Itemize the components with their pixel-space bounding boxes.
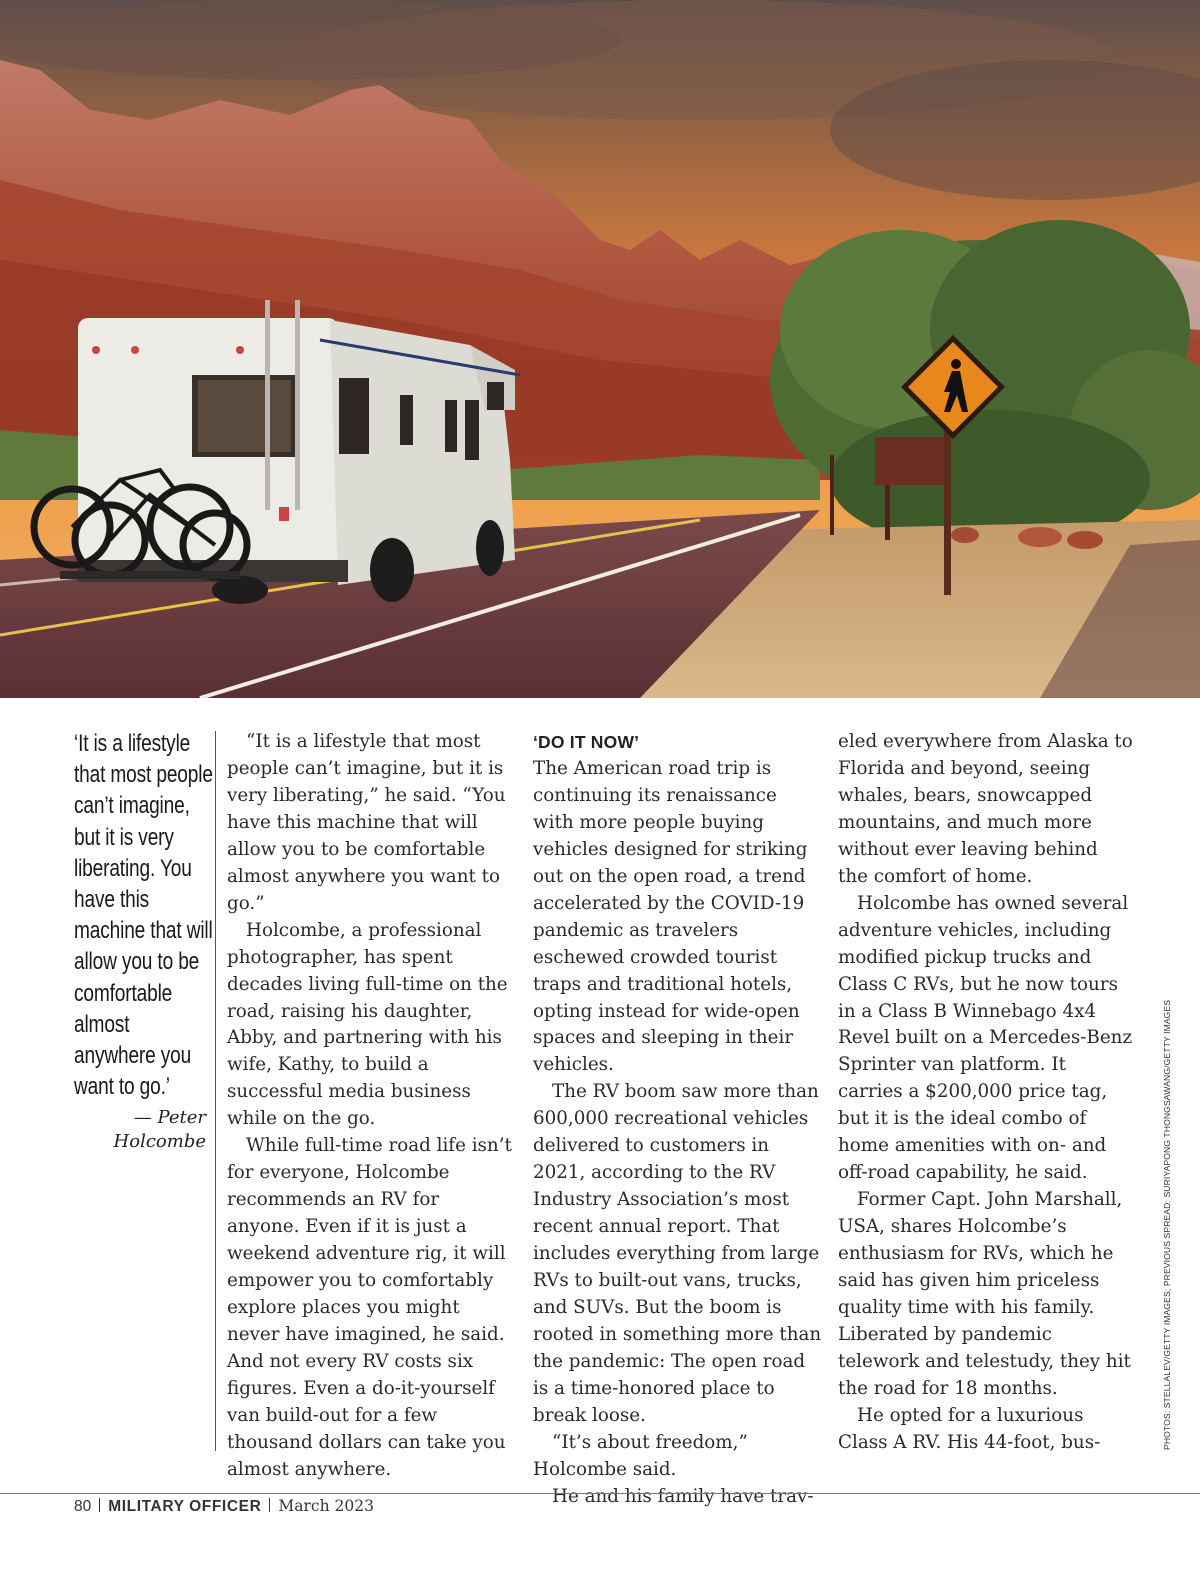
magazine-name: MILITARY OFFICER bbox=[108, 1498, 262, 1515]
rv-camper bbox=[78, 300, 520, 604]
paragraph: “It is a lifestyle that most people can’t imagine, but it is very liberating,” he said. “You have this machine that will allow you to be comfortable almost anywhere you want to go.” bbox=[227, 731, 506, 914]
photo-credit: PHOTOS: STELLALEV/GETTY IMAGES; PREVIOUS SPREAD: SURIYAPONG THONGSAWANG/GETTY IMAGES bbox=[1162, 999, 1172, 1450]
pull-quote-text: ‘It is a lifestyle that most people can’t imagine, but it is very liberating. You have this machine that will allow you to be comfortable almost anywhere you want to go.’ bbox=[74, 730, 213, 1101]
paragraph: While full-time road life isn’t for everyone, Holcombe recommends an RV for anyone. Even if it is just a weekend adventure rig, it will empower you to comfortably explore places you might never have imagined, he said. And not every RV costs six figures. Even a do-it-yourself van build-out for a few thousand dollars can take you almost anywhere. bbox=[227, 1135, 512, 1480]
paragraph: eled everywhere from Alaska to Florida and beyond, seeing whales, bears, snowcapped mountains, and much more without ever leaving behind the comfort of home. bbox=[838, 731, 1133, 887]
paragraph: Holcombe, a professional photographer, has spent decades living full-time on the road, raising his daughter, Abby, and partnering with his wife, Kathy, to build a successful media business while on the go. bbox=[227, 919, 508, 1130]
hero-photo bbox=[0, 0, 1200, 698]
footer-separator bbox=[99, 1498, 100, 1512]
wooden-sign bbox=[875, 437, 950, 485]
paragraph: Holcombe has owned several adventure vehicles, including modified pickup trucks and Class C RVs, but he now tours in a Class B Winnebago 4x4 Revel built on a Mercedes-Benz Sprinter van platform. It carries a $200,000 price tag, but it is the ideal combo of home amenities with on- and off-road capability, he said. bbox=[838, 892, 1133, 1184]
body-column-2 bbox=[533, 729, 823, 1511]
body-column-1 bbox=[227, 729, 517, 1484]
pull-quote-divider bbox=[215, 731, 216, 1451]
footer-rule bbox=[0, 1493, 1200, 1494]
paragraph: He opted for a luxurious Class A RV. His 44-foot, bus- bbox=[838, 1404, 1101, 1453]
footer-separator bbox=[269, 1498, 270, 1512]
paragraph: The American road trip is continuing its renaissance with more people buying vehicles designed for striking out on the open road, a trend accelerated by the COVID-19 pandemic as travelers eschewed crowded tourist traps and traditional hotels, opting instead for wide-open spaces and sleeping in their vehicles. bbox=[533, 757, 808, 1076]
section-subhead: ‘DO IT NOW’ bbox=[533, 732, 640, 752]
pull-quote-attribution bbox=[36, 1106, 206, 1154]
paragraph: Former Capt. John Marshall, USA, shares Holcombe’s enthusiasm for RVs, which he said has given him priceless quality time with his family. Liberated by pandemic telework and telestudy, they hit the road for 18 months. bbox=[838, 1189, 1131, 1399]
paragraph: He and his family have trav- bbox=[552, 1485, 814, 1507]
paragraph: “It’s about freedom,” Holcombe said. bbox=[533, 1431, 748, 1480]
page-number: 80 bbox=[74, 1498, 92, 1515]
paragraph: The RV boom saw more than 600,000 recreational vehicles delivered to customers in 2021, according to the RV Industry Association’s most recent annual report. That includes everything from large RVs to built-out vans, trucks, and SUVs. But the boom is rooted in something more than the pandemic: The open road is a time-honored place to break loose. bbox=[533, 1081, 822, 1426]
body-column-3 bbox=[838, 729, 1133, 1457]
attribution-line-2: Holcombe bbox=[113, 1131, 206, 1152]
rv-desert-road-illustration bbox=[0, 0, 1200, 698]
attribution-line-1: — Peter bbox=[133, 1107, 206, 1128]
issue-date: March 2023 bbox=[278, 1497, 374, 1515]
page-footer bbox=[74, 1497, 374, 1516]
pull-quote bbox=[74, 728, 214, 1152]
